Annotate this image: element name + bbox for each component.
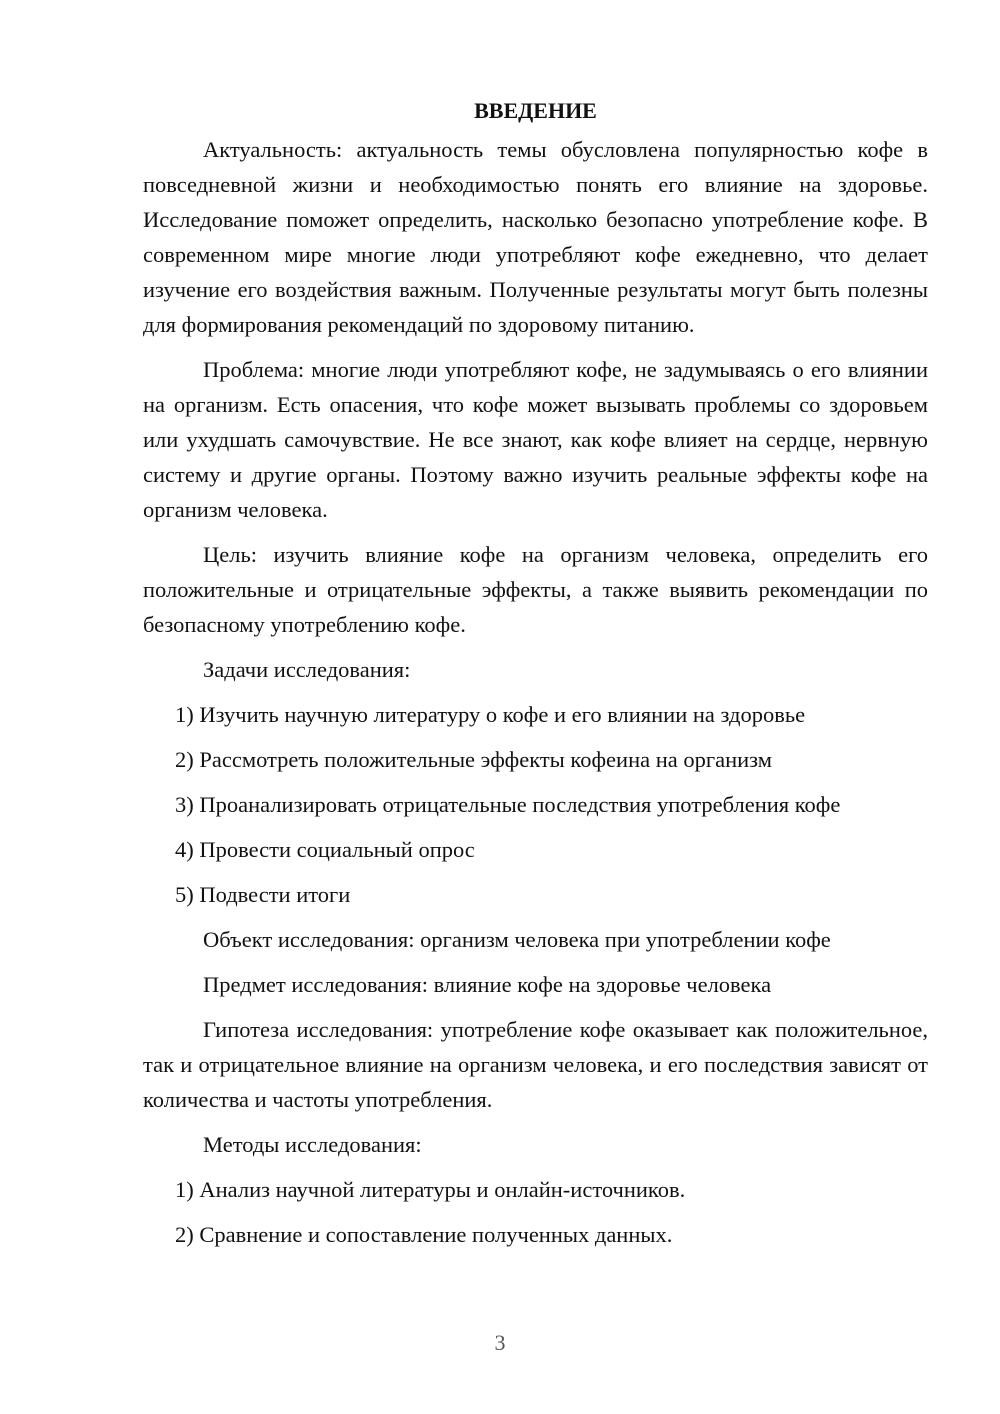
section-title: ВВЕДЕНИЕ <box>474 98 597 123</box>
list-item: 1) Изучить научную литературу о кофе и его влиянии на здоровье <box>175 702 806 727</box>
problem-paragraph: Проблема: многие люди употребляют кофе, не задумываясь о его влиянии на организм. Есть опасения, что кофе может вызывать проблемы со здоровьем или ухудшать самочувствие. Не все знают, как кофе влияет на сердце, нервную систему и другие органы. Поэтому важно изучить реальные эффекты кофе на организм человека. <box>143 357 928 522</box>
document-page <box>143 96 928 1262</box>
goal-paragraph: Цель: изучить влияние кофе на организм человека, определить его положительные и отрицательные эффекты, а также выявить рекомендации по безопасному употреблению кофе. <box>143 542 928 637</box>
object-line: Объект исследования: организм человека при употреблении кофе <box>203 927 831 952</box>
methods-list <box>143 1172 928 1252</box>
hypothesis-paragraph: Гипотеза исследования: употребление кофе оказывает как положительное, так и отрицательное влияние на организм человека, и его последствия зависят от количества и частоты употребления. <box>143 1017 928 1112</box>
list-item: 2) Рассмотреть положительные эффекты кофеина на организм <box>175 747 772 772</box>
list-item: 5) Подвести итоги <box>175 882 351 907</box>
relevance-paragraph: Актуальность: актуальность темы обусловлена популярностью кофе в повседневной жизни и необходимостью понять его влияние на здоровье. Исследование поможет определить, насколько безопасно употребление кофе. В современном мире многие люди употребляют кофе ежедневно, что делает изучение его воздействия важным. Полученные результаты могут быть полезны для формирования рекомендаций по здоровому питанию. <box>143 137 928 337</box>
tasks-heading: Задачи исследования: <box>203 657 411 682</box>
subject-line: Предмет исследования: влияние кофе на здоровье человека <box>203 972 772 997</box>
list-item: 4) Провести социальный опрос <box>175 837 475 862</box>
methods-heading: Методы исследования: <box>203 1132 422 1157</box>
list-item: 2) Сравнение и сопоставление полученных данных. <box>175 1222 673 1247</box>
page-number: 3 <box>494 1330 506 1355</box>
list-item: 1) Анализ научной литературы и онлайн-источников. <box>175 1177 686 1202</box>
list-item: 3) Проанализировать отрицательные последствия употребления кофе <box>175 792 841 817</box>
tasks-list <box>143 697 928 912</box>
